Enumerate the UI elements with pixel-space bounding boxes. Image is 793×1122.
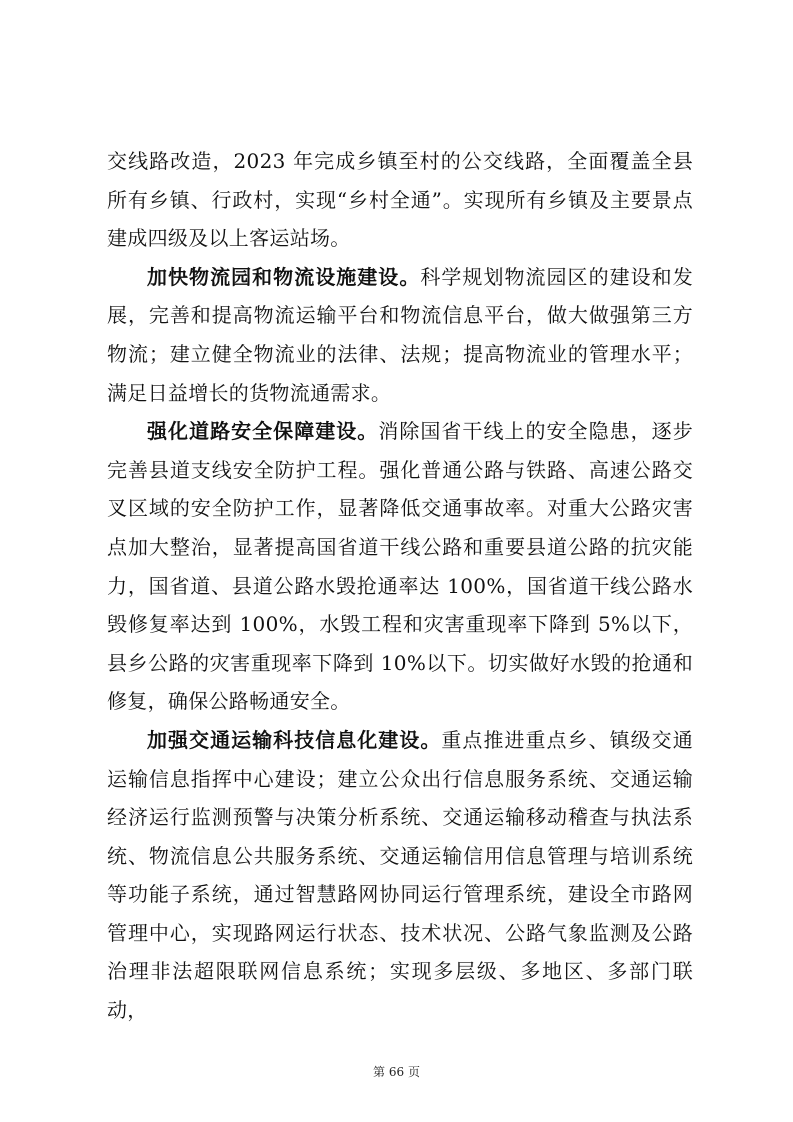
page-number: 66 — [388, 1065, 405, 1079]
paragraph-text: 消除国省干线上的安全隐患，逐步完善县道支线安全防护工程。强化普通公路与铁路、高速公路交叉区域的安全防护工作，显著降低交通事故率。对重大公路灾害点加大整治，显著提高国省道干线公路和重要县道公路的抗灾能力，国省道、县道公路水毁抢通率达 100%，国省道干线公路水毁修复率达到 100%，水毁工程和灾害重现率下降到 5%以下，县乡公路的灾害重现率下降到 10%以下。切实做好水毁的抢通和修复，确保公路畅通安全。 — [107, 419, 693, 714]
page-footer — [0, 1064, 793, 1080]
footer-suffix: 页 — [407, 1065, 420, 1079]
paragraph-road-safety — [107, 412, 693, 721]
paragraph-informatization — [107, 721, 693, 1030]
paragraph-heading: 加快物流园和物流设施建设。 — [147, 264, 421, 289]
paragraph-continued — [107, 142, 693, 258]
paragraph-text: 科学规划物流园区的建设和发展，完善和提高物流运输平台和物流信息平台，做大做强第三方物流；建立健全物流业的法律、法规；提高物流业的管理水平；满足日益增长的货物流通需求。 — [107, 264, 693, 405]
page-body — [107, 142, 693, 1030]
paragraph-heading: 强化道路安全保障建设。 — [147, 419, 379, 444]
paragraph-heading: 加强交通运输科技信息化建设。 — [147, 727, 442, 752]
footer-prefix: 第 — [373, 1065, 386, 1079]
paragraph-logistics — [107, 258, 693, 412]
paragraph-text: 交线路改造，2023 年完成乡镇至村的公交线路，全面覆盖全县所有乡镇、行政村，实现“乡村全通”。实现所有乡镇及主要景点建成四级及以上客运站场。 — [107, 149, 693, 251]
paragraph-text: 重点推进重点乡、镇级交通运输信息指挥中心建设；建立公众出行信息服务系统、交通运输经济运行监测预警与决策分析系统、交通运输移动稽查与执法系统、物流信息公共服务系统、交通运输信用信息管理与培训系统等功能子系统，通过智慧路网协同运行管理系统，建设全市路网管理中心，实现路网运行状态、技术状况、公路气象监测及公路治理非法超限联网信息系统；实现多层级、多地区、多部门联动， — [107, 727, 693, 1023]
